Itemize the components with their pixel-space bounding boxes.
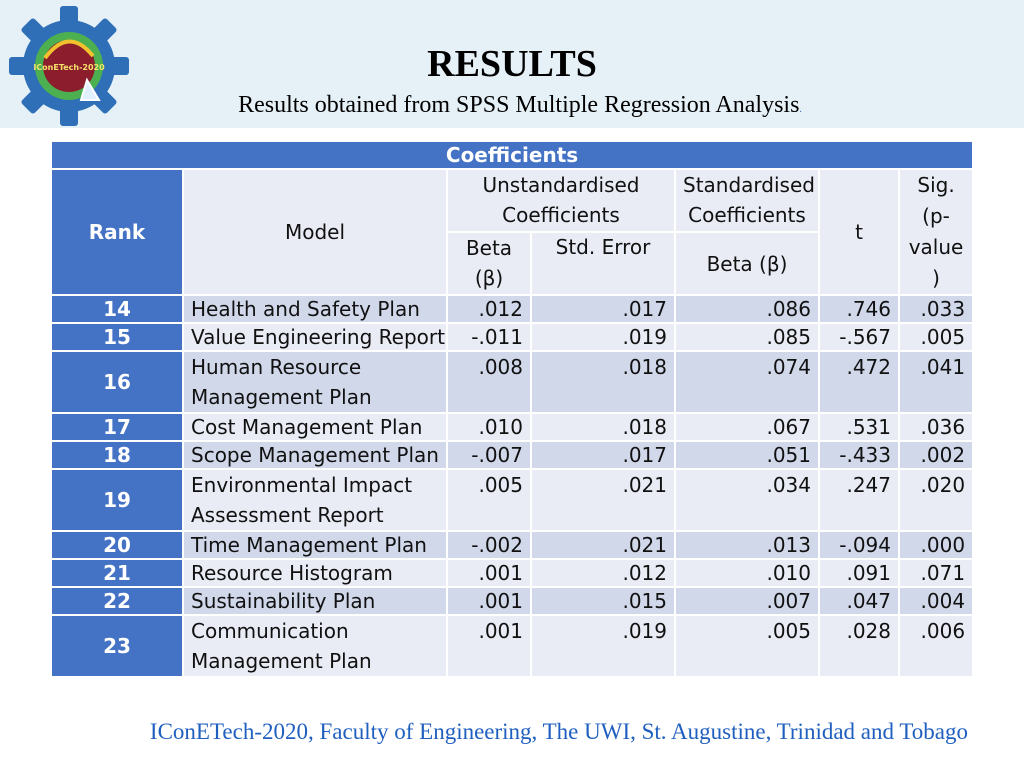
header-t: t <box>819 169 899 295</box>
header-beta-line2: (β) <box>474 266 504 290</box>
model-cell: Value Engineering Report <box>183 323 447 351</box>
beta-cell: .001 <box>447 615 531 677</box>
model-cell <box>183 351 447 413</box>
std-beta-cell: .007 <box>675 587 819 615</box>
coefficients-table <box>50 140 974 678</box>
model-cell: Cost Management Plan <box>183 413 447 441</box>
sig-cell: .005 <box>899 323 973 351</box>
model-cell <box>183 469 447 531</box>
model-cell: Health and Safety Plan <box>183 295 447 323</box>
rank-cell: 17 <box>51 413 183 441</box>
table-row <box>51 559 973 587</box>
std-error-cell: .019 <box>531 323 675 351</box>
t-cell: -.567 <box>819 323 899 351</box>
model-cell: Scope Management Plan <box>183 441 447 469</box>
beta-cell: .001 <box>447 559 531 587</box>
rank-cell: 16 <box>51 351 183 413</box>
t-cell: .028 <box>819 615 899 677</box>
std-error-cell: .018 <box>531 351 675 413</box>
header-row-1 <box>51 169 973 232</box>
std-error-cell: .012 <box>531 559 675 587</box>
rank-cell: 21 <box>51 559 183 587</box>
beta-cell: .005 <box>447 469 531 531</box>
table-caption-row <box>51 141 973 169</box>
header-model: Model <box>183 169 447 295</box>
header-sig <box>899 169 973 295</box>
t-cell: .047 <box>819 587 899 615</box>
std-error-cell: .017 <box>531 441 675 469</box>
logo-text: IConETech-2020 <box>33 63 105 72</box>
sig-cell: .020 <box>899 469 973 531</box>
model-line2: Management Plan <box>191 385 372 409</box>
model-line2: Management Plan <box>191 649 372 673</box>
page-subtitle <box>150 92 890 119</box>
header-beta-line1: Beta <box>465 236 513 260</box>
rank-cell: 20 <box>51 531 183 559</box>
header-unstd-line2: Coefficients <box>502 203 620 227</box>
rank-cell: 14 <box>51 295 183 323</box>
header-sig-line2: (p- <box>922 204 950 228</box>
sig-cell: .071 <box>899 559 973 587</box>
header-sig-line3: value <box>908 235 964 259</box>
table-row <box>51 531 973 559</box>
sig-cell: .041 <box>899 351 973 413</box>
std-error-cell: .018 <box>531 413 675 441</box>
beta-cell: .008 <box>447 351 531 413</box>
table-row <box>51 615 973 677</box>
rank-cell: 15 <box>51 323 183 351</box>
model-line2: Assessment Report <box>191 503 384 527</box>
std-error-cell: .015 <box>531 587 675 615</box>
t-cell: -.433 <box>819 441 899 469</box>
std-beta-cell: .013 <box>675 531 819 559</box>
sig-cell: .033 <box>899 295 973 323</box>
std-beta-cell: .067 <box>675 413 819 441</box>
std-beta-cell: .010 <box>675 559 819 587</box>
header-std-beta: Beta (β) <box>675 232 819 295</box>
std-error-cell: .019 <box>531 615 675 677</box>
model-line1: Human Resource <box>191 355 362 379</box>
t-cell: .247 <box>819 469 899 531</box>
header-unstd-line1: Unstandardised <box>482 173 640 197</box>
subtitle-text: Results obtained from SPSS Multiple Regression Analysis <box>238 92 800 118</box>
rank-cell: 22 <box>51 587 183 615</box>
sig-cell: .006 <box>899 615 973 677</box>
sig-cell: .004 <box>899 587 973 615</box>
t-cell: .472 <box>819 351 899 413</box>
rank-cell: 18 <box>51 441 183 469</box>
t-cell: -.094 <box>819 531 899 559</box>
beta-cell: -.011 <box>447 323 531 351</box>
rank-cell: 23 <box>51 615 183 677</box>
table-caption: Coefficients <box>51 141 973 169</box>
subtitle-period: . <box>799 104 802 115</box>
rank-cell: 19 <box>51 469 183 531</box>
header-std-line1: Standardised <box>683 173 815 197</box>
header-sig-line4: ) <box>932 266 940 290</box>
gear-flask-logo-icon <box>4 4 134 128</box>
header-std-error: Std. Error <box>531 232 675 295</box>
std-beta-cell: .086 <box>675 295 819 323</box>
std-error-cell: .017 <box>531 295 675 323</box>
std-error-cell: .021 <box>531 531 675 559</box>
t-cell: .746 <box>819 295 899 323</box>
table-row <box>51 441 973 469</box>
table-body <box>51 295 973 677</box>
table-row <box>51 351 973 413</box>
std-beta-cell: .051 <box>675 441 819 469</box>
std-error-cell: .021 <box>531 469 675 531</box>
model-cell: Time Management Plan <box>183 531 447 559</box>
table-row <box>51 587 973 615</box>
t-cell: .091 <box>819 559 899 587</box>
sig-cell: .002 <box>899 441 973 469</box>
std-beta-cell: .005 <box>675 615 819 677</box>
footer-text: IConETech-2020, Faculty of Engineering, The UWI, St. Augustine, Trinidad and Tobago <box>149 719 968 744</box>
header-rank: Rank <box>51 169 183 295</box>
std-beta-cell: .034 <box>675 469 819 531</box>
header-beta <box>447 232 531 295</box>
beta-cell: .001 <box>447 587 531 615</box>
sig-cell: .036 <box>899 413 973 441</box>
model-cell <box>183 615 447 677</box>
header-unstandardised <box>447 169 675 232</box>
header-sig-line1: Sig. <box>917 173 955 197</box>
page-title: RESULTS <box>427 43 597 85</box>
table-row <box>51 295 973 323</box>
model-cell: Resource Histogram <box>183 559 447 587</box>
std-beta-cell: .074 <box>675 351 819 413</box>
model-cell: Sustainability Plan <box>183 587 447 615</box>
header-standardised <box>675 169 819 232</box>
table-row <box>51 323 973 351</box>
beta-cell: .010 <box>447 413 531 441</box>
beta-cell: -.002 <box>447 531 531 559</box>
header-std-line2: Coefficients <box>688 203 806 227</box>
std-beta-cell: .085 <box>675 323 819 351</box>
beta-cell: -.007 <box>447 441 531 469</box>
model-line1: Environmental Impact <box>191 473 413 497</box>
sig-cell: .000 <box>899 531 973 559</box>
t-cell: .531 <box>819 413 899 441</box>
beta-cell: .012 <box>447 295 531 323</box>
table-row <box>51 413 973 441</box>
model-line1: Communication <box>191 619 349 643</box>
table-row <box>51 469 973 531</box>
